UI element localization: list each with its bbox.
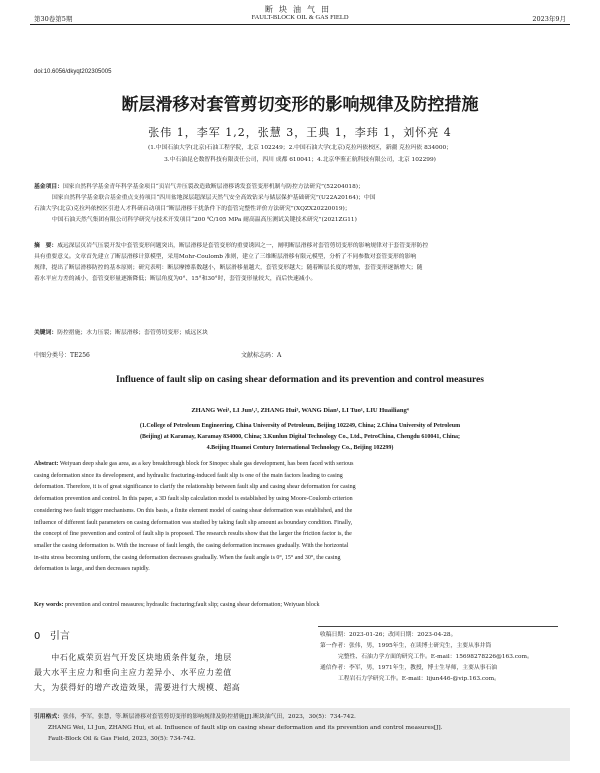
funding-label: 基金项目： (34, 184, 63, 190)
received-date: 收稿日期：2023-01-26；改回日期：2023-04-28。 (320, 632, 457, 638)
keywords-zh (34, 327, 566, 336)
funding-line: 中国石油天然气集团有限公司科学研究与技术开发项目“200 ℃/105 MPa 耐高温高压测试关键技术研究”(2021ZG11) (52, 217, 357, 223)
abstract-zh-label: 摘 要： (34, 243, 58, 249)
funding-block (34, 182, 566, 226)
section-heading (34, 627, 70, 642)
keywords-zh-text: 防控措施；水力压裂；断层滑移；套管剪切变形；威远区块 (57, 330, 208, 336)
funding-line: 石油大学(北京)克拉玛依校区引进人才科研启动项目“断层滑移干扰条件下的套管完整性评价方法研究”(XQZX20220019)； (34, 206, 351, 212)
keywords-zh-label: 关键词： (34, 330, 58, 336)
issue-date: 2023年9月 (532, 15, 566, 23)
corresponding-author-note: 通信作者：李军，男，1971年生，教授，博士生导师，主要从事石油 工程岩石力学研究工作。E-mail：lijun446-@vip.163.com。 (320, 665, 500, 682)
keywords-en (34, 602, 566, 608)
abstract-en-label: Abstract: (34, 461, 60, 467)
affiliation-zh-line: (1.中国石油大学(北京)石油工程学院，北京 102249；2.中国石油大学(北京)克拉玛依校区，新疆 克拉玛依 834000； (147, 145, 453, 151)
body-text: 中石化威荣页岩气开发区块地质条件复杂，地层 最大水平主应力和垂向主应力差异小、水平应力差值 大，为获得好的增产改造效果，需要进行大规模、超高 (34, 653, 241, 692)
first-author-note: 第一作者：张伟，男，1995年生，在读博士研究生，主要从事井筒 完整性、石油力学方面的研究工作。E-mail：15698278226@163.com。 (320, 643, 533, 660)
journal-name-zh: 断块油气田 (265, 5, 335, 14)
authors-en: ZHANG Wei¹, LI Jun¹,², ZHANG Hui³, WANG Dian¹, LI Tuo¹, LIU Huailiang⁴ (191, 407, 409, 414)
citation (34, 712, 562, 745)
journal-name-en: FAULT-BLOCK OIL & GAS FIELD (251, 14, 349, 21)
funding-line: 国家自然科学基金联合基金重点支持项目“四川盆地深层超深层天然气安全高效钻采与储层保护基础研究”(U22A20164)；中国 (52, 195, 376, 201)
abstract-zh: 摘 要：威远深层页岩气压裂开发中套管变形问题突出，断层滑移是套管变形的重要诱因之一，阐明断层滑移对套管剪切变形的影响规律对于套管变形防控 具有重要意义。文章首先建立了断层滑移计算模型，采用Mohr-Coulomb 准则，建立了三维断层滑移有限元模型，分析了不同参数对套管变形的影响 规律，提出了断层滑移防控的基本原则；研究表明：断层摩擦系数越小，断层滑移量越大，套管变形越大；随着断层长度的增加，套管变形逐渐增大；随 着水平应力差的减小，套管变形量逐渐降低；断层角度为0°、15°和30°时，套管变形量较大，而后快速减小。 (34, 243, 429, 282)
section-number: 0 (34, 631, 41, 642)
citation-label: 引用格式： (34, 714, 63, 720)
doi[interactable]: doi:10.6056/dkyqt202305005 (34, 69, 112, 75)
funding-line: 基金项目：国家自然科学基金青年科学基金项目“页岩气井压裂改造致断层滑移诱发套管变形机制与防控方法研究”(52204018)； (34, 184, 364, 190)
citation-en-line: ZHANG Wei, LI Jun, ZHANG Hui, et al. Influence of fault slip on casing shear deformation and its prevention and control measures[J]. (48, 725, 443, 731)
title-en: Influence of fault slip on casing shear deformation and its prevention and control measures (116, 375, 484, 385)
header-divider (30, 24, 570, 25)
volume-issue: 第30卷第5期 (34, 15, 73, 23)
affiliation-zh-line: 3.中石油昆仑数智科技有限责任公司，四川 成都 610041；4.北京华鉴正航科技有限公司，北京 102299) (164, 157, 436, 163)
citation-en-line: Fault-Block Oil & Gas Field, 2023, 30(5): 734-742. (48, 736, 196, 742)
footnote-divider (318, 626, 558, 627)
page-title: 断层滑移对套管剪切变形的影响规律及防控措施 (121, 95, 479, 115)
citation-zh: 张伟，李军，张慧，等.断层滑移对套管剪切变形的影响规律及防控措施[J].断块油气田，2023，30(5)：734-742. (63, 714, 356, 720)
classification-number: 中图分类号：TE256 (34, 352, 90, 359)
document-code: 文献标志码：A (241, 352, 282, 359)
keywords-en-text: prevention and control measures; hydraulic fracturing;fault slip; casing shear deformation; Weiyuan block (65, 602, 320, 608)
section-title: 引言 (49, 631, 70, 642)
affiliations-en: (1.College of Petroleum Engineering, China University of Petroleum, Beijing 102249, China; 2.China University of Petroleum (Beijing) at Karamay, Karamay 834000, China; 3.Kunlun Digital Technology Co., Ltd., PetroChina, Chengdu 610041, China; 4.Beijing Huamei Century International Technology Co., Beijing 102299) (139, 423, 461, 451)
keywords-en-label: Key words: (34, 602, 65, 608)
abstract-en: Abstract: Weiyuan deep shale gas area, as a key breakthrough block for Sinopec shale gas development, has been faced with serious casing deformation since its development, and hydraulic fracturing-induced fault slip is one of the main factors leading to casing deformation. Therefore, it is of great significance to clarify the relationship between fault slip and casing shear deformation for casing deformation prevention and control. In this paper, a 3D fault slip calculation model is established by using Moore-Coulomb criterion considering two fault trigger mechanisms. On this basis, a finite element model of casing shear deformation was established, and the influence of different fault parameters on casing deformation was studied by taking fault slip amount as boundary condition. Finally, the concept of fine prevention and control of fault slip is proposed. The research results show that the larger the friction factor is, the smaller the casing deformation is. With the increase of fault length, the casing deformation increases gradually. With the horizontal in-situ stress becoming uniform, the casing deformation decreases gradually. When the fault angle is 0°, 15° and 30°, the casing deformation is large, and then decreases rapidly. (34, 461, 356, 573)
authors-zh: 张伟 1，李军 1,2，张慧 3，王典 1，李玮 1，刘怀亮 4 (148, 126, 452, 139)
footnote-block (320, 630, 568, 685)
